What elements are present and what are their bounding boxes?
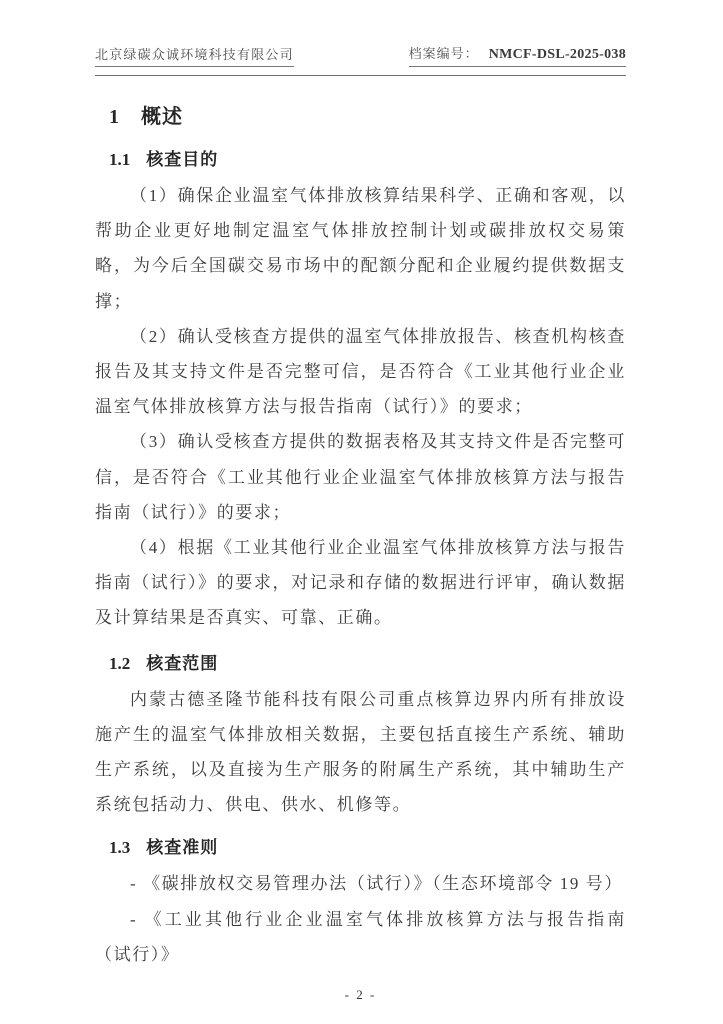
list-item: - 《碳排放权交易管理办法（试行）》（生态环境部令 19 号） — [130, 874, 624, 894]
section-1-2-content — [95, 682, 626, 823]
section-heading-1-1 — [95, 148, 626, 172]
archive-number-field — [409, 46, 626, 67]
paragraph: （4）根据《工业其他行业企业温室气体排放核算方法与报告指南（试行）》的要求，对记录和存储的数据进行评审，确认数据及计算结果是否真实、可靠、正确。 — [95, 538, 626, 628]
archive-number-value: NMCF-DSL-2025-038 — [488, 47, 626, 62]
section-number: 1.3 — [109, 838, 131, 858]
document-body — [95, 104, 626, 972]
section-title: 概述 — [141, 106, 183, 128]
paragraph: （3）确认受核查方提供的数据表格及其支持文件是否完整可信，是否符合《工业其他行业企业温室气体排放核算方法与报告指南（试行）》的要求； — [95, 432, 626, 522]
list-item: - 《工业其他行业企业温室气体排放核算方法与报告指南（试行）》 — [95, 909, 626, 964]
page-number: - 2 - — [344, 987, 377, 1003]
company-name: 北京绿碳众诚环境科技有限公司 — [95, 47, 294, 67]
section-heading-1-3 — [95, 836, 626, 860]
section-title: 核查范围 — [146, 653, 219, 673]
section-1-1-content — [95, 178, 626, 636]
section-heading-1 — [95, 104, 626, 130]
section-number: 1.1 — [109, 150, 131, 169]
page-footer — [95, 987, 626, 1003]
paragraph: （2）确认受核查方提供的温室气体排放报告、核查机构核查报告及其支持文件是否完整可信，是否符合《工业其他行业企业温室气体排放核算方法与报告指南（试行）》的要求； — [95, 326, 626, 417]
paragraph: （1）确保企业温室气体排放核算结果科学、正确和客观，以帮助企业更好地制定温室气体排放控制计划或碳排放权交易策略，为今后全国碳交易市场中的配额分配和企业履约提供数据支撑； — [95, 186, 626, 311]
archive-number-label: 档案编号： — [408, 46, 479, 61]
section-number: 1 — [109, 106, 119, 128]
section-heading-1-2 — [95, 652, 626, 676]
section-1-3-content — [95, 866, 626, 972]
section-number: 1.2 — [109, 653, 131, 673]
paragraph: 内蒙古德圣隆节能科技有限公司重点核算边界内所有排放设施产生的温室气体排放相关数据，主要包括直接生产系统、辅助生产系统，以及直接为生产服务的附属生产系统，其中辅助生产系统包括动力、供电、供水、机修等。 — [95, 689, 626, 815]
section-title: 核查目的 — [146, 150, 219, 169]
page-header — [95, 0, 626, 76]
section-title: 核查准则 — [146, 838, 219, 858]
